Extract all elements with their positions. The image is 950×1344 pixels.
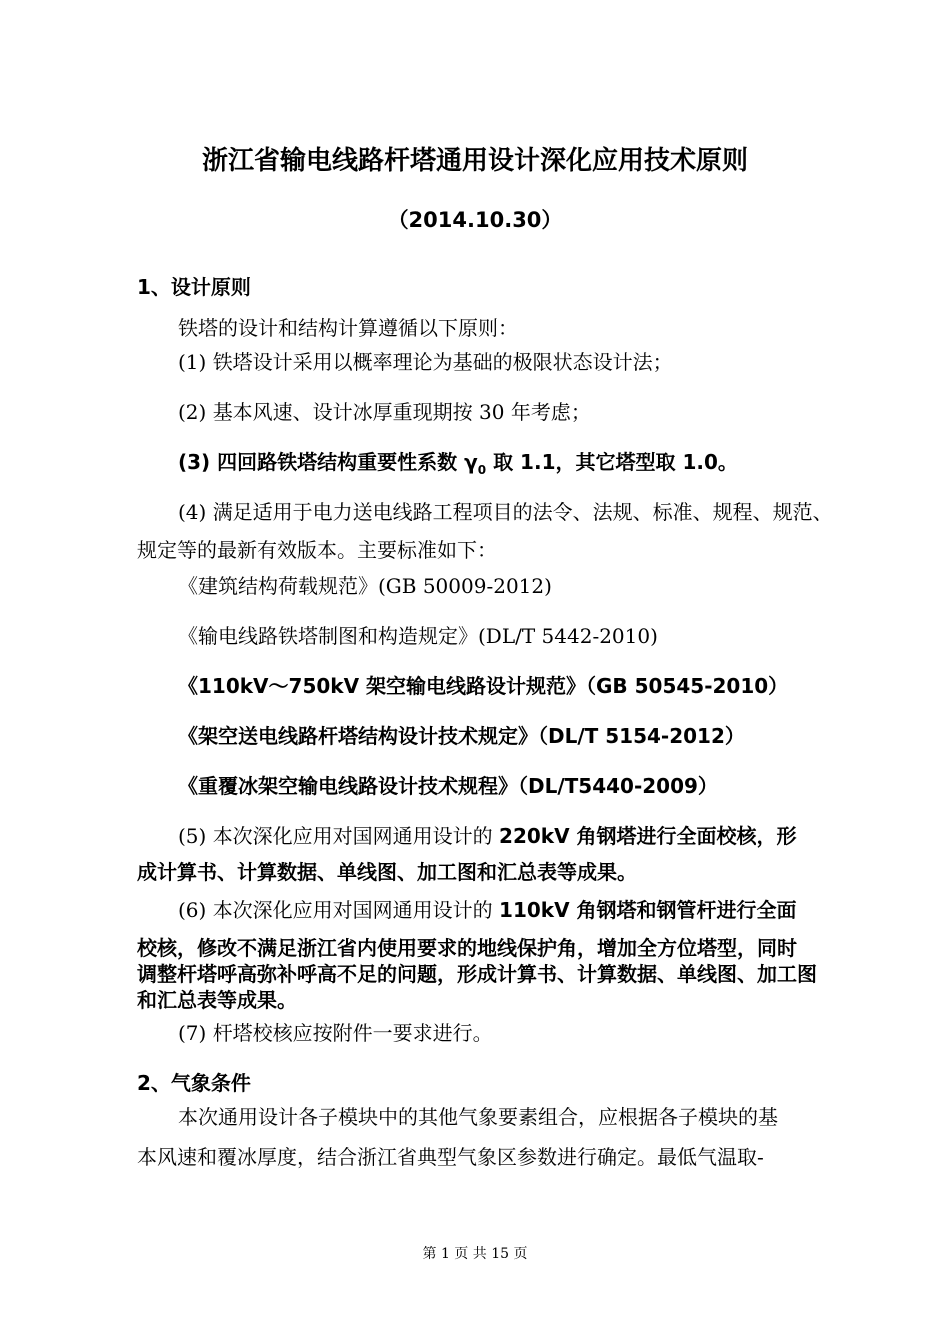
- item-3-text-cont: 取 1.1，其它塔型取 1.0。: [486, 450, 738, 474]
- item-3-number: (3): [178, 450, 211, 474]
- section-1-heading: 1、设计原则: [137, 275, 251, 299]
- item-5-lead: (5) 本次深化应用对国网通用设计的: [178, 824, 500, 848]
- principle-item-6-line-4: 和汇总表等成果。: [137, 988, 297, 1012]
- item-5-bold: 220kV 角钢塔进行全面校核，形: [499, 824, 797, 848]
- document-date: （2014.10.30）: [387, 208, 563, 232]
- principle-item-5-cont: 成计算书、计算数据、单线图、加工图和汇总表等成果。: [137, 860, 637, 884]
- principle-item-5: [178, 826, 797, 847]
- principle-item-6: [178, 900, 797, 921]
- section-2-paragraph-cont: 本风速和覆冰厚度，结合浙江省典型气象区参数进行确定。最低气温取-: [137, 1145, 764, 1169]
- principle-item-4-cont: 规定等的最新有效版本。主要标准如下：: [137, 538, 497, 562]
- standard-4: 《架空送电线路杆塔结构设计技术规定》（DL/T 5154-2012）: [178, 724, 745, 748]
- principle-item-6-line-3: 调整杆塔呼高弥补呼高不足的问题，形成计算书、计算数据、单线图、加工图: [137, 962, 817, 986]
- standard-2: 《输电线路铁塔制图和构造规定》(DL/T 5442-2010): [178, 624, 658, 648]
- principle-item-2: (2) 基本风速、设计冰厚重现期按 30 年考虑；: [178, 400, 591, 424]
- section-2-heading: 2、气象条件: [137, 1071, 251, 1095]
- principle-item-7: (7) 杆塔校核应按附件一要求进行。: [178, 1021, 493, 1045]
- principle-item-6-line-2: 校核，修改不满足浙江省内使用要求的地线保护角，增加全方位塔型，同时: [137, 936, 797, 960]
- standard-1: 《建筑结构荷载规范》(GB 50009-2012): [178, 574, 552, 598]
- standard-5: 《重覆冰架空输电线路设计技术规程》（DL/T5440-2009）: [178, 774, 718, 798]
- item-6-bold: 110kV 角钢塔和钢管杆进行全面: [499, 898, 797, 922]
- item-6-lead: (6) 本次深化应用对国网通用设计的: [178, 898, 500, 922]
- gamma-subscript: 0: [477, 463, 487, 477]
- section-2-paragraph: 本次通用设计各子模块中的其他气象要素组合，应根据各子模块的基: [178, 1105, 778, 1129]
- principle-item-1: (1) 铁塔设计采用以概率理论为基础的极限状态设计法；: [178, 350, 673, 374]
- principle-item-3: [178, 452, 738, 476]
- page-footer: 第 1 页 共 15 页: [422, 1246, 528, 1262]
- principle-item-4: (4) 满足适用于电力送电线路工程项目的法令、法规、标准、规程、规范、: [178, 500, 833, 524]
- standard-3: 《110kV～750kV 架空输电线路设计规范》（GB 50545-2010）: [178, 674, 789, 698]
- section-1-intro: 铁塔的设计和结构计算遵循以下原则：: [178, 316, 518, 340]
- document-title: 浙江省输电线路杆塔通用设计深化应用技术原则: [201, 146, 748, 176]
- item-3-text: 四回路铁塔结构重要性系数 γ: [217, 450, 478, 474]
